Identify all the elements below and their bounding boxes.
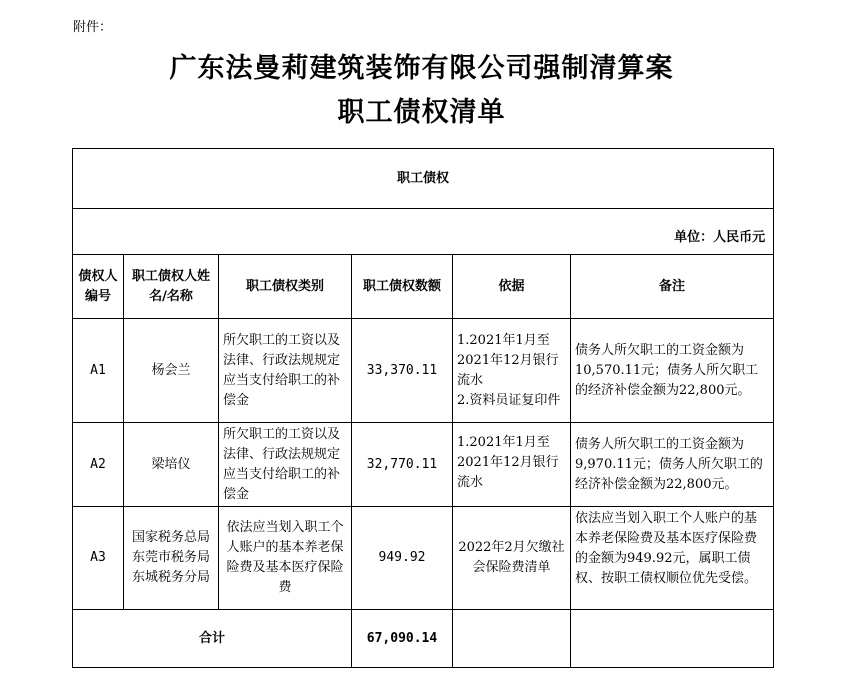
unit-label: 单位：人民币元 [73,209,774,255]
total-basis-empty [453,610,571,668]
total-row [73,610,774,668]
row-name: 梁培仪 [124,423,219,507]
section-title: 职工债权 [73,149,774,209]
row-amount: 949.92 [352,507,453,610]
table-row [73,507,774,610]
header-name: 职工债权人姓名/名称 [124,255,219,319]
row-amount: 32,770.11 [352,423,453,507]
row-name: 杨会兰 [124,319,219,423]
total-label: 合计 [73,610,352,668]
row-category: 所欠职工的工资以及法律、行政法规规定应当支付给职工的补偿金 [219,319,352,423]
row-id: A1 [73,319,124,423]
document-subtitle: 职工债权清单 [337,97,506,128]
unit-row [73,209,774,255]
row-amount: 33,370.11 [352,319,453,423]
row-basis: 1.2021年1月至2021年12月银行流水 2.资料员证复印件 [453,319,571,423]
table-row [73,319,774,423]
row-note: 债务人所欠职工的工资金额为9,970.11元；债务人所欠职工的经济补偿金额为22,800元。 [571,423,774,507]
row-note: 依法应当划入职工个人账户的基本养老保险费及基本医疗保险费的金额为949.92元，属职工债权、按职工债权顺位优先受偿。 [571,507,774,610]
row-note: 债务人所欠职工的工资金额为10,570.11元；债务人所欠职工的经济补偿金额为22,800元。 [571,319,774,423]
total-amount: 67,090.14 [352,610,453,668]
header-row [73,255,774,319]
row-category: 所欠职工的工资以及法律、行政法规规定应当支付给职工的补偿金 [219,423,352,507]
total-note-empty [571,610,774,668]
header-note: 备注 [571,255,774,319]
row-basis: 2022年2月欠缴社会保险费清单 [453,507,571,610]
row-basis: 1.2021年1月至2021年12月银行流水 [453,423,571,507]
row-category: 依法应当划入职工个人账户的基本养老保险费及基本医疗保险费 [219,507,352,610]
creditor-table [72,148,774,668]
table-row [73,423,774,507]
header-basis: 依据 [453,255,571,319]
section-title-row [73,149,774,209]
header-id: 债权人编号 [73,255,124,319]
header-category: 职工债权类别 [219,255,352,319]
row-id: A2 [73,423,124,507]
header-amount: 职工债权数额 [352,255,453,319]
row-name: 国家税务总局东莞市税务局东城税务分局 [124,507,219,610]
attachment-label: 附件： [73,20,113,35]
document-title: 广东法曼莉建筑装饰有限公司强制清算案 [169,53,674,84]
row-id: A3 [73,507,124,610]
